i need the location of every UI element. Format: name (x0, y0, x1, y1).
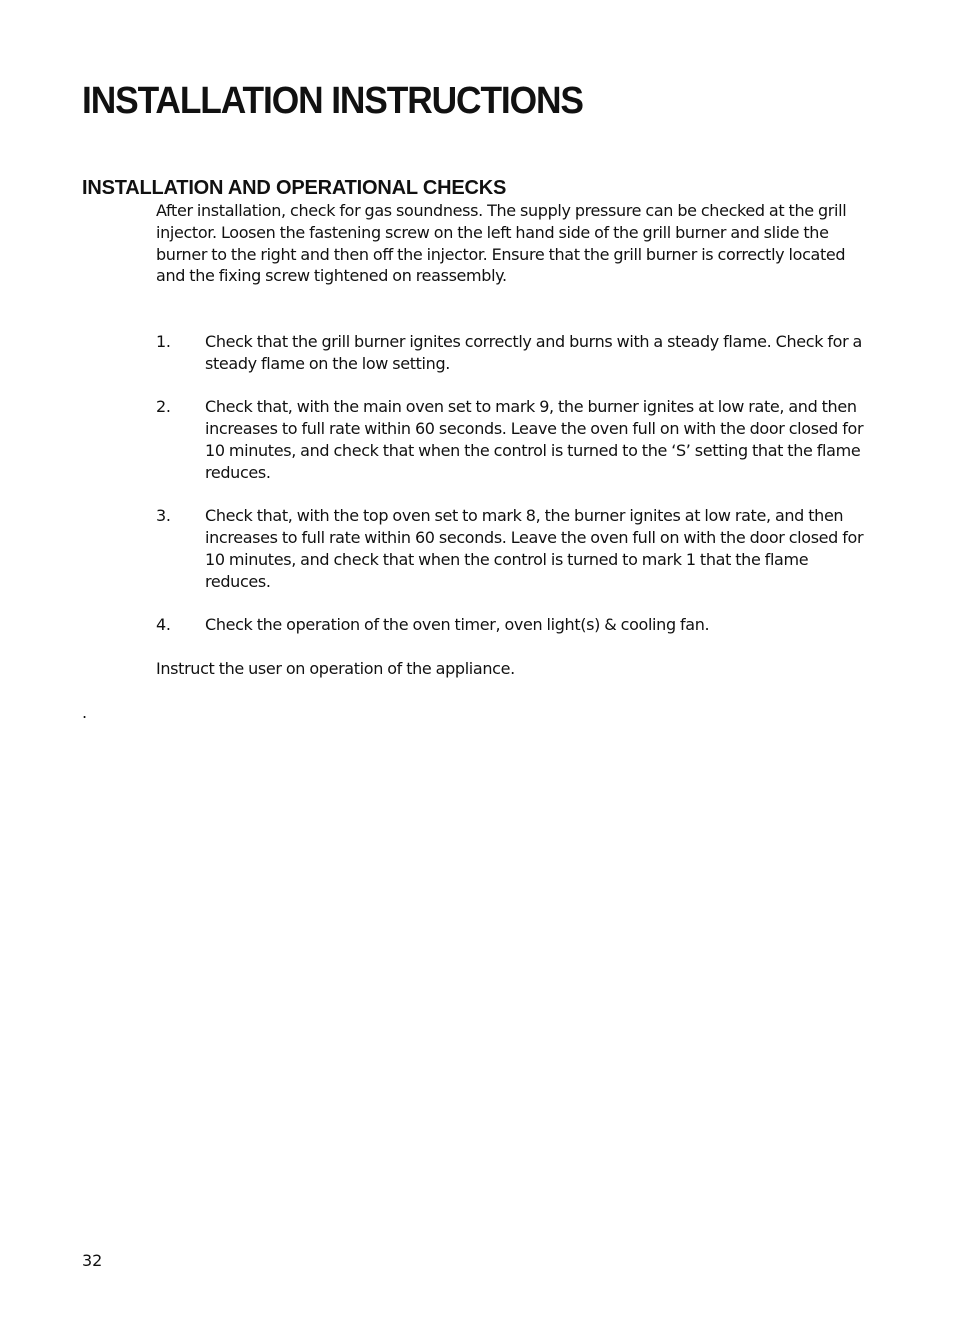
section-heading: INSTALLATION AND OPERATIONAL CHECKS (82, 177, 507, 199)
check-text: Check that, with the top oven set to mark 8, the burner ignites at low rate, and then increases to full rate within 60 seconds. Leave the oven full on with the door closed for 10 minutes, and check that when the control is turned to mark 1 that the flame reduces. (205, 506, 864, 591)
checks-list (156, 331, 876, 658)
page-number: 32 (82, 1251, 103, 1270)
check-number: 1. (156, 332, 171, 351)
check-text: Check that, with the main oven set to mark 9, the burner ignites at low rate, and then increases to full rate within 60 seconds. Leave the oven full on with the door closed for 10 minutes, and check that when the control is turned to the ‘S’ setting that the flame reduces. (205, 397, 864, 482)
closing-paragraph: Instruct the user on operation of the appliance. (156, 659, 515, 678)
check-item-4 (156, 614, 876, 636)
check-number: 3. (156, 506, 171, 526)
intro-paragraph: After installation, check for gas soundness. The supply pressure can be checked at the grill injector. Loosen the fastening screw on the left hand side of the grill burner and slide the burner to the right and then off the injector. Ensure that the grill burner is correctly located and the fixing screw tightened on reassembly. (156, 201, 847, 286)
check-item-1 (156, 331, 876, 375)
check-text: Check the operation of the oven timer, oven light(s) & cooling fan. (205, 615, 710, 635)
page-title: INSTALLATION INSTRUCTIONS (82, 80, 583, 122)
check-number: 2. (156, 397, 171, 417)
check-item-3 (156, 505, 876, 592)
stray-mark: . (82, 703, 88, 722)
check-item-2 (156, 396, 876, 483)
check-number: 4. (156, 615, 171, 635)
check-text: Check that the grill burner ignites correctly and burns with a steady flame. Check for a steady flame on the low setting. (205, 332, 862, 373)
